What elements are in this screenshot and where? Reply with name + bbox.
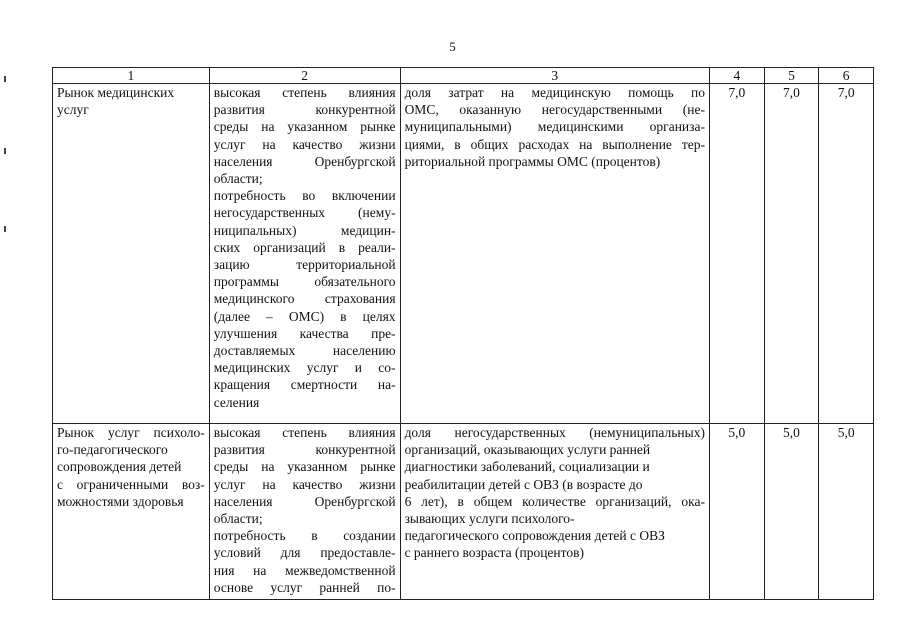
- margin-mark: [4, 226, 6, 232]
- indicator-line: циями, в общих расходах на выполнение тер-: [404, 136, 705, 152]
- value-cell: 5,0: [819, 424, 874, 600]
- market-cell: [53, 84, 210, 424]
- reason-line: ниципальных) медицин-: [213, 222, 396, 238]
- header-cell: 2: [209, 68, 400, 84]
- indicator-line: доля затрат на медицинскую помощь по: [404, 85, 705, 100]
- table-row: [53, 84, 874, 424]
- indicator-line: организаций, оказывающих услуги ранней: [404, 442, 651, 458]
- margin-mark: [4, 76, 6, 82]
- reason-line: условий для предоставле-: [213, 545, 396, 561]
- market-cell: [53, 424, 210, 600]
- market-name: Рынок медицинских услуг: [57, 85, 175, 118]
- indicator-line: муниципальными) медицинскими организа-: [404, 119, 705, 135]
- indicator-line: диагностики заболеваний, социализации и: [404, 459, 650, 475]
- market-line: сопровождения детей: [57, 459, 182, 475]
- header-cell: 4: [709, 68, 764, 84]
- table-row: [53, 424, 874, 600]
- reason-line: потребность во включении: [213, 188, 396, 204]
- market-line: го-педагогического: [57, 442, 168, 458]
- indicator-cell: [400, 424, 709, 600]
- reason-line: области;: [213, 511, 263, 527]
- reason-line: высокая степень влияния: [213, 425, 396, 440]
- margin-mark: [4, 148, 6, 154]
- indicator-line: доля негосударственных (немуниципальных): [404, 425, 705, 440]
- header-cell: 5: [764, 68, 819, 84]
- value-cell: 7,0: [819, 84, 874, 424]
- reason-line: (далее – ОМС) в целях: [213, 308, 396, 324]
- reason-line: доставляемых населению: [213, 343, 396, 359]
- market-line: Рынок услуг психоло-: [57, 425, 205, 440]
- reason-line: зацию территориальной: [213, 257, 396, 273]
- header-cell: 3: [400, 68, 709, 84]
- reason-line: потребность в создании: [213, 528, 396, 544]
- indicator-line: риториальной программы ОМС (процентов): [404, 153, 661, 169]
- page-number: 5: [449, 39, 456, 54]
- market-line: можностями здоровья: [57, 493, 184, 509]
- reason-line: населения Оренбургской: [213, 153, 396, 169]
- header-cell: 1: [53, 68, 210, 84]
- reason-line: развития конкурентной: [213, 442, 396, 458]
- indicators-table: [52, 67, 874, 600]
- market-line: с ограниченными воз-: [57, 476, 205, 492]
- header-row: [53, 68, 874, 84]
- indicator-cell: [400, 84, 709, 424]
- reason-line: программы обязательного: [213, 274, 396, 290]
- indicator-line: реабилитации детей с ОВЗ (в возрасте до: [404, 476, 643, 492]
- reason-line: развития конкурентной: [213, 102, 396, 118]
- value-cell: 5,0: [764, 424, 819, 600]
- reason-line: негосударственных (нему-: [213, 205, 396, 221]
- indicator-line: с раннего возраста (процентов): [404, 545, 584, 561]
- reason-line: основе услуг ранней по-: [213, 579, 396, 595]
- reason-line: улучшения качества пре-: [213, 325, 396, 341]
- reason-cell: [209, 84, 400, 424]
- header-cell: 6: [819, 68, 874, 84]
- reason-line: медицинских услуг и со-: [213, 360, 396, 376]
- value-cell: 5,0: [709, 424, 764, 600]
- value-cell: 7,0: [709, 84, 764, 424]
- indicator-line: 6 лет), в общем количестве организаций, ока-: [404, 493, 705, 509]
- reason-line: области;: [213, 171, 263, 187]
- value-cell: 7,0: [764, 84, 819, 424]
- indicator-line: педагогического сопровождения детей с ОВЗ: [404, 528, 665, 544]
- reason-line: услуг на качество жизни: [213, 136, 396, 152]
- reason-line: кращения смертности на-: [213, 377, 396, 393]
- reason-cell: [209, 424, 400, 600]
- reason-line: среды на указанном рынке: [213, 459, 396, 475]
- reason-line: ния на межведомственной: [213, 562, 396, 578]
- reason-line: ских организаций в реали-: [213, 239, 396, 255]
- indicator-line: зывающих услуги психолого-: [404, 511, 575, 527]
- indicator-line: ОМС, оказанную негосударственными (не-: [404, 102, 705, 118]
- reason-line: населения Оренбургской: [213, 493, 396, 509]
- reason-line: селения: [213, 394, 260, 410]
- reason-line: медицинского страхования: [213, 291, 396, 307]
- reason-line: высокая степень влияния: [213, 85, 396, 100]
- reason-line: среды на указанном рынке: [213, 119, 396, 135]
- reason-line: услуг на качество жизни: [213, 476, 396, 492]
